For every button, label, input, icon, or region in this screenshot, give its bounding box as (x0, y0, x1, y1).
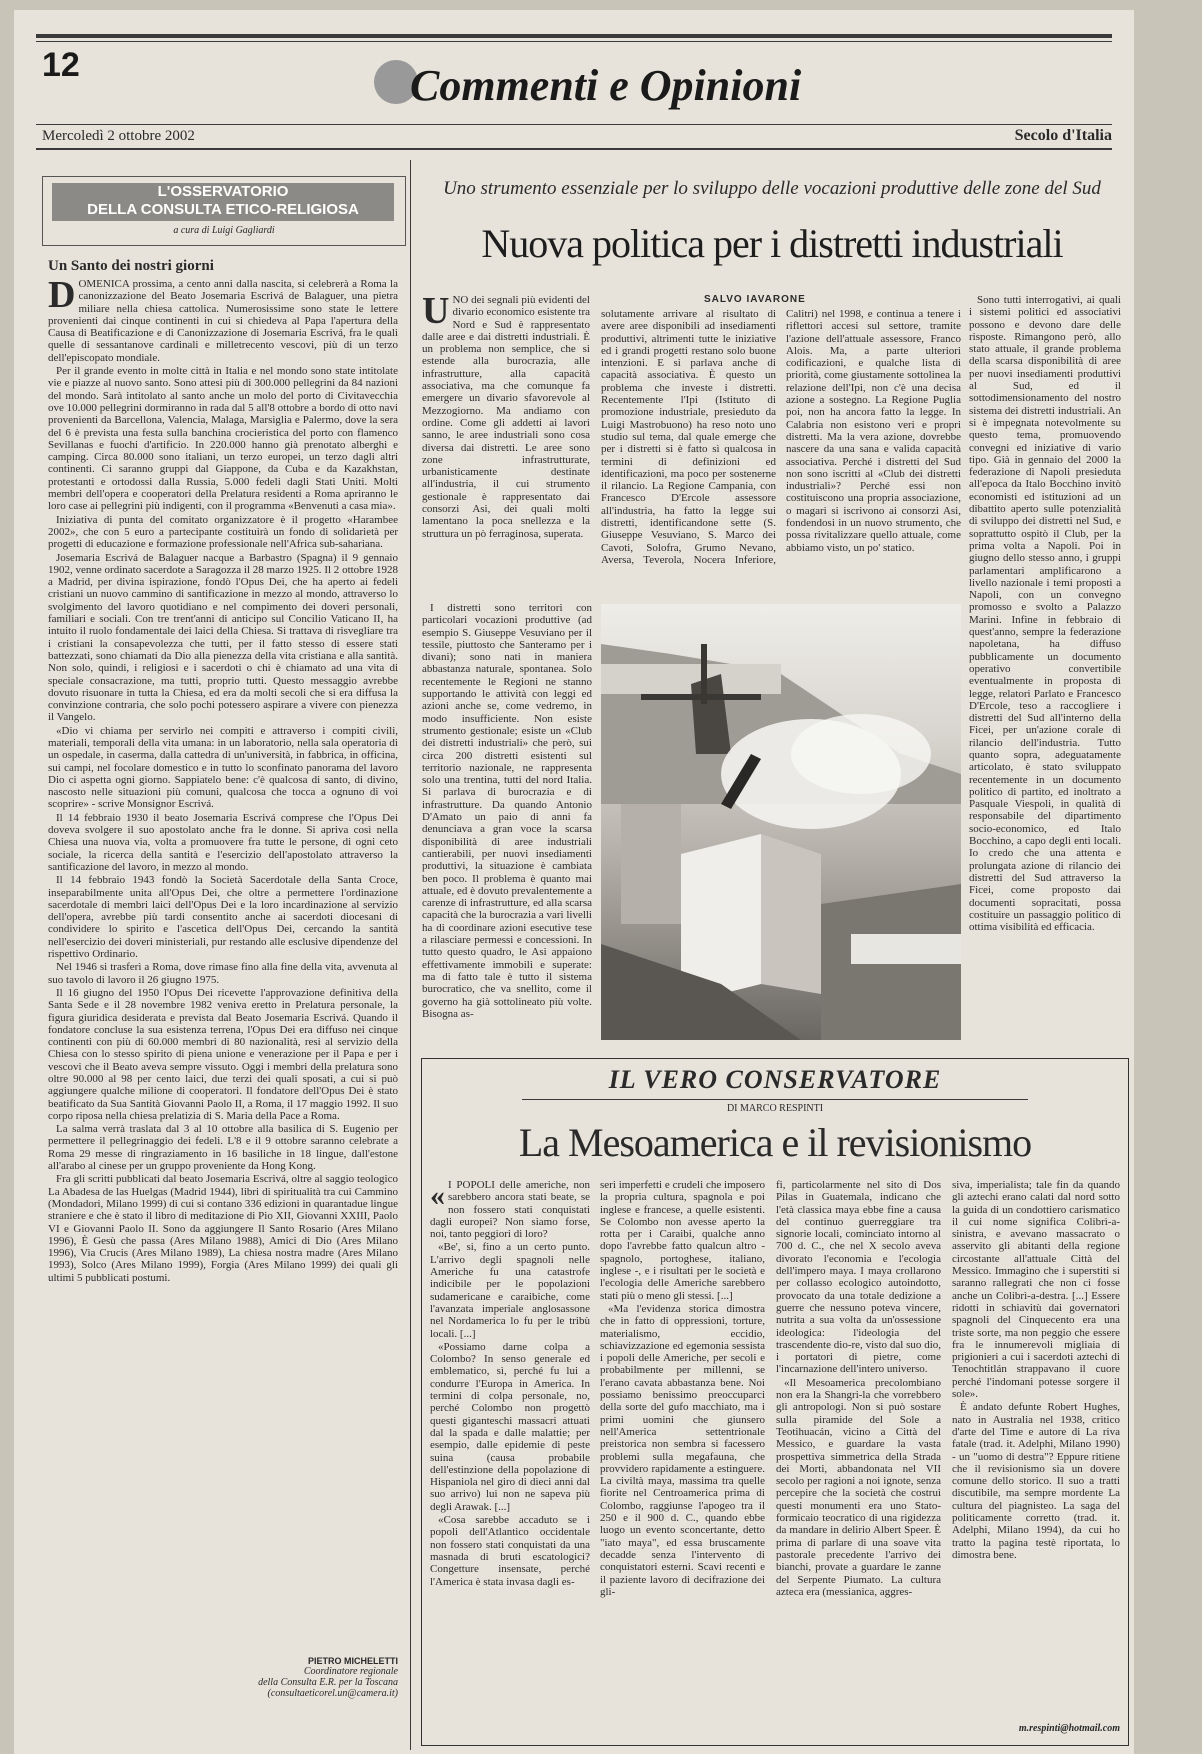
issue-date: Mercoledì 2 ottobre 2002 (42, 128, 195, 144)
districts-author: SALVO IAVARONE (704, 294, 806, 305)
districts-column-1 (422, 294, 590, 600)
date-rule (36, 124, 1112, 125)
newspaper-name: Secolo d'Italia (1014, 127, 1112, 144)
conservatore-email: m.respinti@hotmail.com (1018, 1723, 1120, 1734)
districts-kicker: Uno strumento essenziale per lo sviluppo delle vocazioni produttive delle zone del Sud (443, 178, 1101, 199)
districts-column-4 (969, 294, 1121, 1044)
observatory-paragraph: Il 14 febbraio 1943 fondò la Società Sacerdotale della Santa Croce, inseparabilmente unita all'Opus Dei, che oltre a permettere l'ordinazione sacerdotale di membri laici dell'Opus Dei e la loro incardinazione al servizio dell'opera, avrebbe più tardi consentito anche ai sacerdoti diocesani di condividere lo spirito e l'ascetica dell'Opus Dei, cercando la santità nell'esercizio dei doveri ministeriali, pur restando alle esclusive dipendenze del rispettivo Ordinario. (48, 874, 398, 961)
districts-paragraph: solutamente arrivare al risultato di avere aree disponibili ad insediamenti produttivi, altrimenti tutte le iniziative ed i grandi progetti restano solo buone intenzioni. E si parlava anche di capacità associativa. È questo un problema che investe i distretti. Recentemente l'Ipi (Istituto di promozione industriale, presieduto da Luigi Mastrobuono) ha reso noto uno studio sul tema, dal quale emerge che per i distretti si è fatto sì qualcosa in termini di definizioni ed identificazioni, ma poco per sostenerne il rilancio. La Regione Campania, con Francesco D'Ercole assessore all'industria, ha fatto la legge sui distretti, identificandone sette (S. Giuseppe Vesuviano, S. Marco dei Cavoti, Solofra, Grumo Nevano, Aversa, Teverola, Nocera Inferiore, Calitri) nel 1998, e continua a tenere i riflettori accesi sul settore, tramite l'azione dell'attuale assessore, Franco Alois. Ma, a parte ulteriori codificazioni, e qualche lista di priorità, come giustamente sottolinea la relazione dell'Ipi, non c'è una decisa azione a sostegno. La Regione Puglia poi, non ha ancora fatto la legge. In Calabria non esistono veri e propri distretti. Ma la vera azione, dovrebbe nascere da una sana e valida capacità associativa. Perché i distretti del Sud non sono iscritti al «Club dei distretti industriali»? Perché essi non costituiscono una propria associazione, o magari si iscrivono ai consorzi Asi, fondendosi in un nuovo strumento, che possa rivitalizzare quello attuale, come abbiamo visto, un po' statico. (601, 308, 961, 566)
observatory-article-title: Un Santo dei nostri giorni (48, 258, 214, 274)
signature-email: (consultaeticorel.un@camera.it) (267, 1688, 398, 1699)
conservatore-paragraph: «Possiamo darne colpa a Colombo? In senso generale ed emblematico, sì, perché fu lui a condurre l'Europa in America. In termini di colpa personale, no, perché Colombo non progettò questi giganteschi massacri attuati dal la spada e dalle malattie; per esempio, dalle epidemie di peste suina (causa probabile dell'estinzione della popolazione di Hispaniola nel giro di dieci anni dal suo arrivo) lui non ne sapeva più degli Arawak. [...] (430, 1340, 590, 1513)
observatory-band (52, 183, 394, 221)
top-rule-thin (36, 41, 1112, 42)
districts-dropcap: U (422, 294, 450, 332)
section-title: Commenti e Opinioni (374, 60, 824, 130)
observatory-header (42, 176, 406, 246)
industrial-district-photo (601, 604, 961, 1040)
districts-column-2-3 (601, 308, 961, 600)
observatory-paragraph: La salma verrà traslata dal 3 al 10 ottobre alla basilica di S. Eugenio per permettere il pellegrinaggio dei fedeli. L'8 e il 9 ottobre saranno celebrate a Roma 29 messe di ringraziamento in 16 basiliche in 18 lingue, dall'estone all'arabo al cinese per un gruppo proveniente da Hong Kong. (48, 1123, 398, 1173)
conservatore-title-rule (522, 1099, 1028, 1100)
conservatore-paragraph: seri imperfetti e crudeli che imposero la propria cultura, spagnola e poi inglese e francese, a quelle esistenti. Se Colombo non avesse aperto la rotta per i Caraibi, qualche anno dopo l'avrebbe fatto qualcun altro - spagnolo, portoghese, italiano, inglese -, e i risultati per le società e l'ecologia delle Americhe sarebbero stati più o meno gli stessi. [...] (600, 1179, 765, 1302)
conservatore-paragraph: «Il Mesoamerica precolombiano non era la Shangri-la che vorrebbero gli antropologi. Non si può sostare sulla piramide del Sole a Teotihuacán, vicino a Città del Messico, e guardare la vasta prospettiva simmetrica della Strada dei Morti, abbandonata nel VII secolo per ragioni a noi ignote, senza percepire che la società che costruì questi monumenti era uno Stato-formicaio teocratico di una rigidezza da mandare in delirio Albert Speer. È prima di parlare di una soave vita pastorale precedente l'arrivo dei bianchi, provate a guardare le zanne del Serpente Piumato. La cultura azteca era (messianica, aggres- (776, 1376, 941, 1598)
conservatore-column-4 (952, 1179, 1120, 1721)
observatory-dropcap: D (48, 278, 76, 316)
observatory-paragraph: Josemaria Escrivá de Balaguer nacque a Barbastro (Spagna) il 9 gennaio 1902, venne ordinato sacerdote a Saragozza il 28 marzo 1925. Il 2 ottobre 1928 a Madrid, per divina ispirazione, fondò l'Opus Dei, che ha aperto ai fedeli cristiani un nuovo cammino di santificazione in mezzo al mondo, attraverso lo svolgimento del lavoro quotidiano e nel compimento dei doveri personali, familiari e sociali. Con tre trent'anni di anticipo sul Concilio Vaticano II, ha intuito il ruolo fondamentale dei laici della Chiesa. Si trattava di risvegliare tra i cristiani la consapevolezza che tutti, per il fatto stesso di essere stati battezzati, sono chiamati da Dio alla pienezza della vita cristiana e alla santità. Non solo, quindi, i religiosi e i sacerdoti o chi è chiamato ad una vita di speciale consacrazione, ma tutti, proprio tutti. Questo messaggio avrebbe dovuto risuonare in tutta la Chiesa, ed era da molti secoli che si era diffusa la convinzione contraria, che solo pochi potessero aspirare a vivere con pienezza il Vangelo. (48, 551, 398, 724)
districts-paragraph: NO dei segnali più evidenti del divario economico esistente tra Nord e Sud è rappresentato dalle aree e dai distretti industriali. È un problema non semplice, che si estende alla burocrazia, alle infrastrutture, alla capacità associativa, ma che comunque fa emergere un divario sfavorevole al Mezzogiorno. Ma andiamo con ordine. Come gli addetti ai lavori sanno, le aree industriali sono cosa diversa dai distretti. Le aree sono zone infrastrutturate, urbanisticamente destinate all'industria, il cui strumento gestionale è rappresentato dai consorzi Asi, dei quali molti lamentano la poca snellezza e la struttura un pò ferraginosa, superata. (422, 294, 590, 540)
conservatore-paragraph: «Ma l'evidenza storica dimostra che in fatto di oppressioni, torture, materialismo, eccidio, schiavizzazione ed egemonia sessista i popoli delle Americhe, per secoli e probabilmente per millenni, se l'erano cavata abbastanza bene. Noi possiamo benissimo preoccuparci della sorte del gufo macchiato, ma i primi uomini che giunsero nell'America settentrionale preistorica non sembra si facessero problemi sulla megafauna, che provvidero rapidamente a estinguere. La civiltà maya, massima tra quelle fiorite nel Centroamerica prima di Colombo, raggiunse l'apogeo tra il 250 e il 900 d. C., quando ebbe luogo un evento sconcertante, detto "iato maya", ed essa bruscamente decadde senza l'intervento di conquistatori esterni. Scavi recenti e il paziente lavoro di decifrazione dei gli- (600, 1302, 765, 1598)
conservatore-quote-mark: « (430, 1179, 445, 1212)
signature-name: PIETRO MICHELETTI (308, 1656, 398, 1666)
conservatore-headline: La Mesoamerica e il revisionismo (518, 1120, 1032, 1165)
observatory-paragraph: Il 16 giugno del 1950 l'Opus Dei ricevette l'approvazione definitiva della Santa Sede e il 28 novembre 1982 veniva eretto in Prelatura personale, la figura giuridica desiderata e prevista dal Beato Josemaria Escrivá. Quando il fondatore concluse la sua esistenza terrena, l'Opus Dei era diffuso nei cinque continenti con più di 60.000 membri di 80 nazionalità, resi al servizio della Chiesa con lo stesso spirito di piena unione e venerazione per il Papa e per i vescovi che il Beato aveva sempre vissuto. Oggi i membri della prelatura sono oltre 90.000 al 98 per cento laici, due terzi dei quali sposati, a cui si può aggiungere qualche milione di cooperatori. Il fondatore dell'Opus Dei è stato beatificato da Sua Santità Giovanni Paolo II, a Roma, il 17 maggio 1992. Il suo corpo riposa nella chiesa prelatizia di S. Maria della Pace a Roma. (48, 986, 398, 1122)
conservatore-author: DI MARCO RESPINTI (726, 1103, 824, 1114)
observatory-curator: a cura di Luigi Gagliardi (173, 225, 275, 236)
conservatore-box (421, 1058, 1129, 1746)
conservatore-column-title: IL VERO CONSERVATORE (608, 1065, 942, 1094)
header-bottom-rule (36, 148, 1112, 150)
signature-role-region: della Consulta E.R. per la Toscana (258, 1677, 398, 1688)
conservatore-paragraph: fi, particolarmente nel sito di Dos Pilas in Guatemala, indicano che l'età classica maya ebbe fine a causa del continuo guerreggiare tra signorie locali, cominciato intorno al 700 d. C., che nel X secolo aveva divorato l'economia e l'ecologia dell'impero maya. I maya crollarono per collasso ecologico autoindotto, provocato da una totale dedizione a guerre che nessuno poteva vincere, nutrita a sua volta da un'ossessione ideologica: l'ideologia del trascendente dio-re, visto dal suo dio, i portatori di pietre, come l'incarnazione dell'intero universo. (776, 1179, 941, 1376)
newspaper-page (14, 10, 1134, 1754)
districts-headline: Nuova politica per i distretti industriali (481, 221, 1063, 266)
top-rule (36, 34, 1112, 38)
observatory-paragraph: Fra gli scritti pubblicati dal beato Josemaria Escrivá, oltre al saggio teologico La Abadesa de las Huelgas (Madrid 1944), libri di spiritualità tra cui Cammino (Mondadori, Milano 1999) di cui si contano 336 edizioni in quarantadue lingue straniere e che è stato il libro di meditazione di Pio XII, Giovanni XXIII, Paolo VI e Giovanni Paolo II. Sono da aggiungere Il Santo Rosario (Ares Milano 1996), È Gesù che passa (Ares Milano 1988), Amici di Dio (Ares Milano 1996), Via Crucis (Ares Milano 1989), La chiesa nostra madre (Ares Milano 1993), Solco (Ares Milano 1999), Forgia (Ares Milano 1999) dei quali gli ultimi 5 pubblicati postumi. (48, 1173, 398, 1284)
observatory-article-body (48, 278, 398, 1646)
conservatore-paragraph: «Be', si, fino a un certo punto. L'arrivo degli spagnoli nelle Americhe fu una catastrofe indicibile per le popolazioni sudamericane e caraibiche, come l'avanzata imperiale anglosassone nel Nordamerica lo fu per le tribù locali. [...] (430, 1241, 590, 1340)
observatory-paragraph: OMENICA prossima, a cento anni dalla nascita, si celebrerà a Roma la canonizzazione del Beato Josemaria Escrivá de Balaguer, una pietra miliare nella chiesa cattolica. Numerosissime sono state le lettere provenienti dai cinque continenti in cui si chiedeva al Papa l'apertura della Causa di Beatificazione e di Canonizzazione di Josemaria Escrivá, fra le quali quelle di sessantanove cardinali e milletrecento vescovi, più di un terzo dell'episcopato mondiale. (48, 278, 398, 364)
conservatore-paragraph: siva, imperialista; tale fin da quando gli aztechi erano calati dal nord sotto la guida di un condottiero carismatico il cui nome significa Colibrì-a-sinistra, e avevano massacrato o asservito gli abitanti della regione circostante all'attuale Città del Messico. Immagino che i superstiti si saranno rallegrati che non ci fosse anche un Colibrì-a-destra. [...] Essere ridotti in schiavitù dai governatori spagnoli del Cinquecento era una triste sorte, ma non peggio che essere fra le innumerevoli migliaia di prigionieri a cui i sacerdoti aztechi di Tenochtitlán strappavano il cuore perché l'indomani potesse sorgere il sole». (952, 1179, 1120, 1401)
observatory-paragraph: Nel 1946 si trasferì a Roma, dove rimase fino alla fine della vita, avvenuta al suo tavolo di lavoro il 26 giugno 1975. (48, 961, 398, 986)
page-number: 12 (42, 46, 80, 84)
signature-role: Coordinatore regionale (303, 1666, 398, 1677)
observatory-paragraph: Per il grande evento in molte città in Italia e nel mondo sono state intitolate vie e piazze al nuovo santo. Sono attesi più di 300.000 pellegrini da 84 nazioni del mondo. Sarà intitolato al santo anche un molo del porto di Civitavecchia ove 10.000 pellegrini dormiranno in rada dal 5 all'8 ottobre a bordo di otto navi provenienti da Barcellona, Valencia, Malaga, Marsiglia e Palermo, dove la sera del 6 è prevista una festa sulla banchina crocieristica del porto con flamenco Sevillanas e fuochi d'artificio. In 220.000 hanno già prenotato alberghi e camping. Circa 80.000 sono italiani, un terzo europei, un terzo dagli altri continenti. Ci saranno gruppi dal Giappone, da Cuba e da Kazakhstan, protestanti e ortodossi dalla Russia, 5.000 fedeli dagli Stati Uniti. Molti membri dell'opera e cooperatori della Prelatura residenti a Roma apriranno le loro case ai pellegrini più indigenti, con il programma «Benvenuti a casa mia». (48, 365, 398, 513)
conservatore-paragraph: «Cosa sarebbe accaduto se i popoli dell'Atlantico occidentale non fossero stati conquistati da una masnada di bruti escatologici? Congetture insensate, perché l'America è stata invasa dagli es- (430, 1514, 590, 1588)
observatory-paragraph: «Dio vi chiama per servirlo nei compiti e attraverso i compiti civili, materiali, temporali della vita umana: in un laboratorio, nella sala operatoria di un ospedale, in caserma, dalla cattedra di un'università, in fabbrica, in officina, sui campi, nel focolare domestico e in tutto lo sconfinato panorama del lavoro Dio ci aspetta ogni giorno. Sappiatelo bene: c'è qualcosa di santo, di divino, nascosto nelle situazioni più comuni, qualcosa che tocca a ognuno di voi scoprire» - scrive Monsignor Escrivá. (48, 724, 398, 811)
conservatore-column-2 (600, 1179, 765, 1739)
districts-paragraph: Sono tutti interrogativi, ai quali i sistemi politici ed associativi possono e devono dare delle risposte. Rimangono però, allo stato attuale, il grande problema della scarsa disponibilità di aree per nuovi insediamenti produttivi al Sud, ed il sottodimensionamento del nostro sistema dei distretti industriali. An si è impegnata notevolmente su questo tema, promuovendo convegni ed iniziative di vario tipo. Già in gennaio del 2000 la federazione di Napoli presieduta all'epoca da Italo Bocchino invitò economisti ed istituzioni ad un dibattito aperto sulle potenzialità di sviluppo dei distretti nel Sud, e soprattutto ospitò il Club, per la prima volta a Napoli. Poi in giugno dello stesso anno, i gruppi parlamentari amplificarono a livello nazionale i temi proposti a Napoli, con un convegno promosso e svolto a Palazzo Marini. Infine in febbraio di quest'anno, sempre la federazione napoletana, ha diffuso pubblicamente un documento operativo convertibile eventualmente in proposta di legge, relatori Parlato e Francesco D'Ercole, teso a raccogliere i distretti del Sud all'interno della Ficei, per un'azione corale di rilancio dell'industria. Tutto quanto sopra, adeguatamente articolato, è stato sviluppato recentemente in un documento politico di partito, ed inoltrato a Pasquale Viespoli, in qualità di responsabile del dipartimento socio-economico, ed Italo Bocchino, a capo degli enti locali. Io credo che una attenta e prolungata azione di rilancio dei distretti del Sud attraverso la Ficei, come proposto dai documenti sopracitati, possa costituire un passaggio politico di ottima visibilità ed efficacia. (969, 294, 1121, 934)
districts-paragraph: I distretti sono territori con particolari vocazioni produttive (ad esempio S. Giuseppe Vesuviano per il tessile, piuttosto che Santeramo per i divani); sono nati in maniera abbastanza naturale, spontanea. Solo recentemente le Regioni ne stanno supportando le attività con leggi ed azioni anche se, come vedremo, in modo insufficiente. Non esiste strumento gestionale; esiste un «Club dei distretti industriali» che però, sui circa 200 distretti esistenti sul territorio nazionale, ne rappresenta solo una trentina, tutti del nord Italia. Si parlava di burocrazia e di infrastrutture. Da quando Antonio D'Amato un paio di anni fa denunciava a gran voce la scarsa disponibilità di aree industriali cantierabili, per nuovi insediamenti produttivi, la situazione è cambiata ben poco. Il problema è quanto mai attuale, ed è dovuto prevalentemente a carenze di infrastrutture, ed alla scarsa capacità che la burocrazia a vari livelli ha di coordinare azioni esecutive tese a rilasciare permessi e concessioni. In tutto questo quadro, le Asi appaiono effettivamente immobili e superate: ma di fatto tale è tutto il sistema burocratico, che va snellito, come il governo ha già sottolineato più volte. Bisogna as- (422, 602, 592, 1020)
observatory-title-line1: L'OSSERVATORIO (157, 183, 289, 200)
observatory-paragraph: Il 14 febbraio 1930 il beato Josemaria Escrivá comprese che l'Opus Dei doveva svolgere il suo apostolato anche fra le donne. Si apriva così nella Chiesa una nuova via, volta a promuovere fra tutte le persone, di ogni ceto sociale, la ricerca della santità e l'esercizio dell'apostolato attraverso la santificazione del lavoro, in mezzo al mondo. (48, 811, 398, 873)
districts-column-1-continued (422, 602, 592, 1040)
conservatore-paragraph: È andato defunte Robert Hughes, nato in Australia nel 1938, critico d'arte del Time e autore di La riva fatale (trad. it. Adelphi, Milano 1990) - un "uomo di destra"? Eppure ritiene che il revisionismo sia un dovere comune dello storico. Il suo a tratti discutibile, ma sempre mordente La cultura del piagnisteo. La saga del politicamente corretto (trad. it. Adelphi, Milano 1994), da cui ho tratto la pagina testè riportata, lo dimostra bene. (952, 1401, 1120, 1561)
conservatore-column-1 (430, 1179, 590, 1739)
conservatore-paragraph: I POPOLI delle americhe, non sarebbero ancora stati beate, se non fossero stati conquistati dagli europei? Non siamo forse, noi, tanto peggiori di loro? (430, 1179, 590, 1241)
column-divider (410, 160, 411, 1750)
observatory-signature (174, 1656, 398, 1699)
industrial-scene-drawing (601, 604, 961, 1040)
observatory-title-line2: DELLA CONSULTA ETICO-RELIGIOSA (87, 201, 359, 218)
conservatore-column-3 (776, 1179, 941, 1739)
observatory-paragraph: Iniziativa di punta del comitato organizzatore è il progetto «Harambee 2002», che con 5 euro a partecipante costituirà un fondo di solidarietà per progetti di educazione e formazione professionale nell'Africa sub-sahariana. (48, 513, 398, 551)
